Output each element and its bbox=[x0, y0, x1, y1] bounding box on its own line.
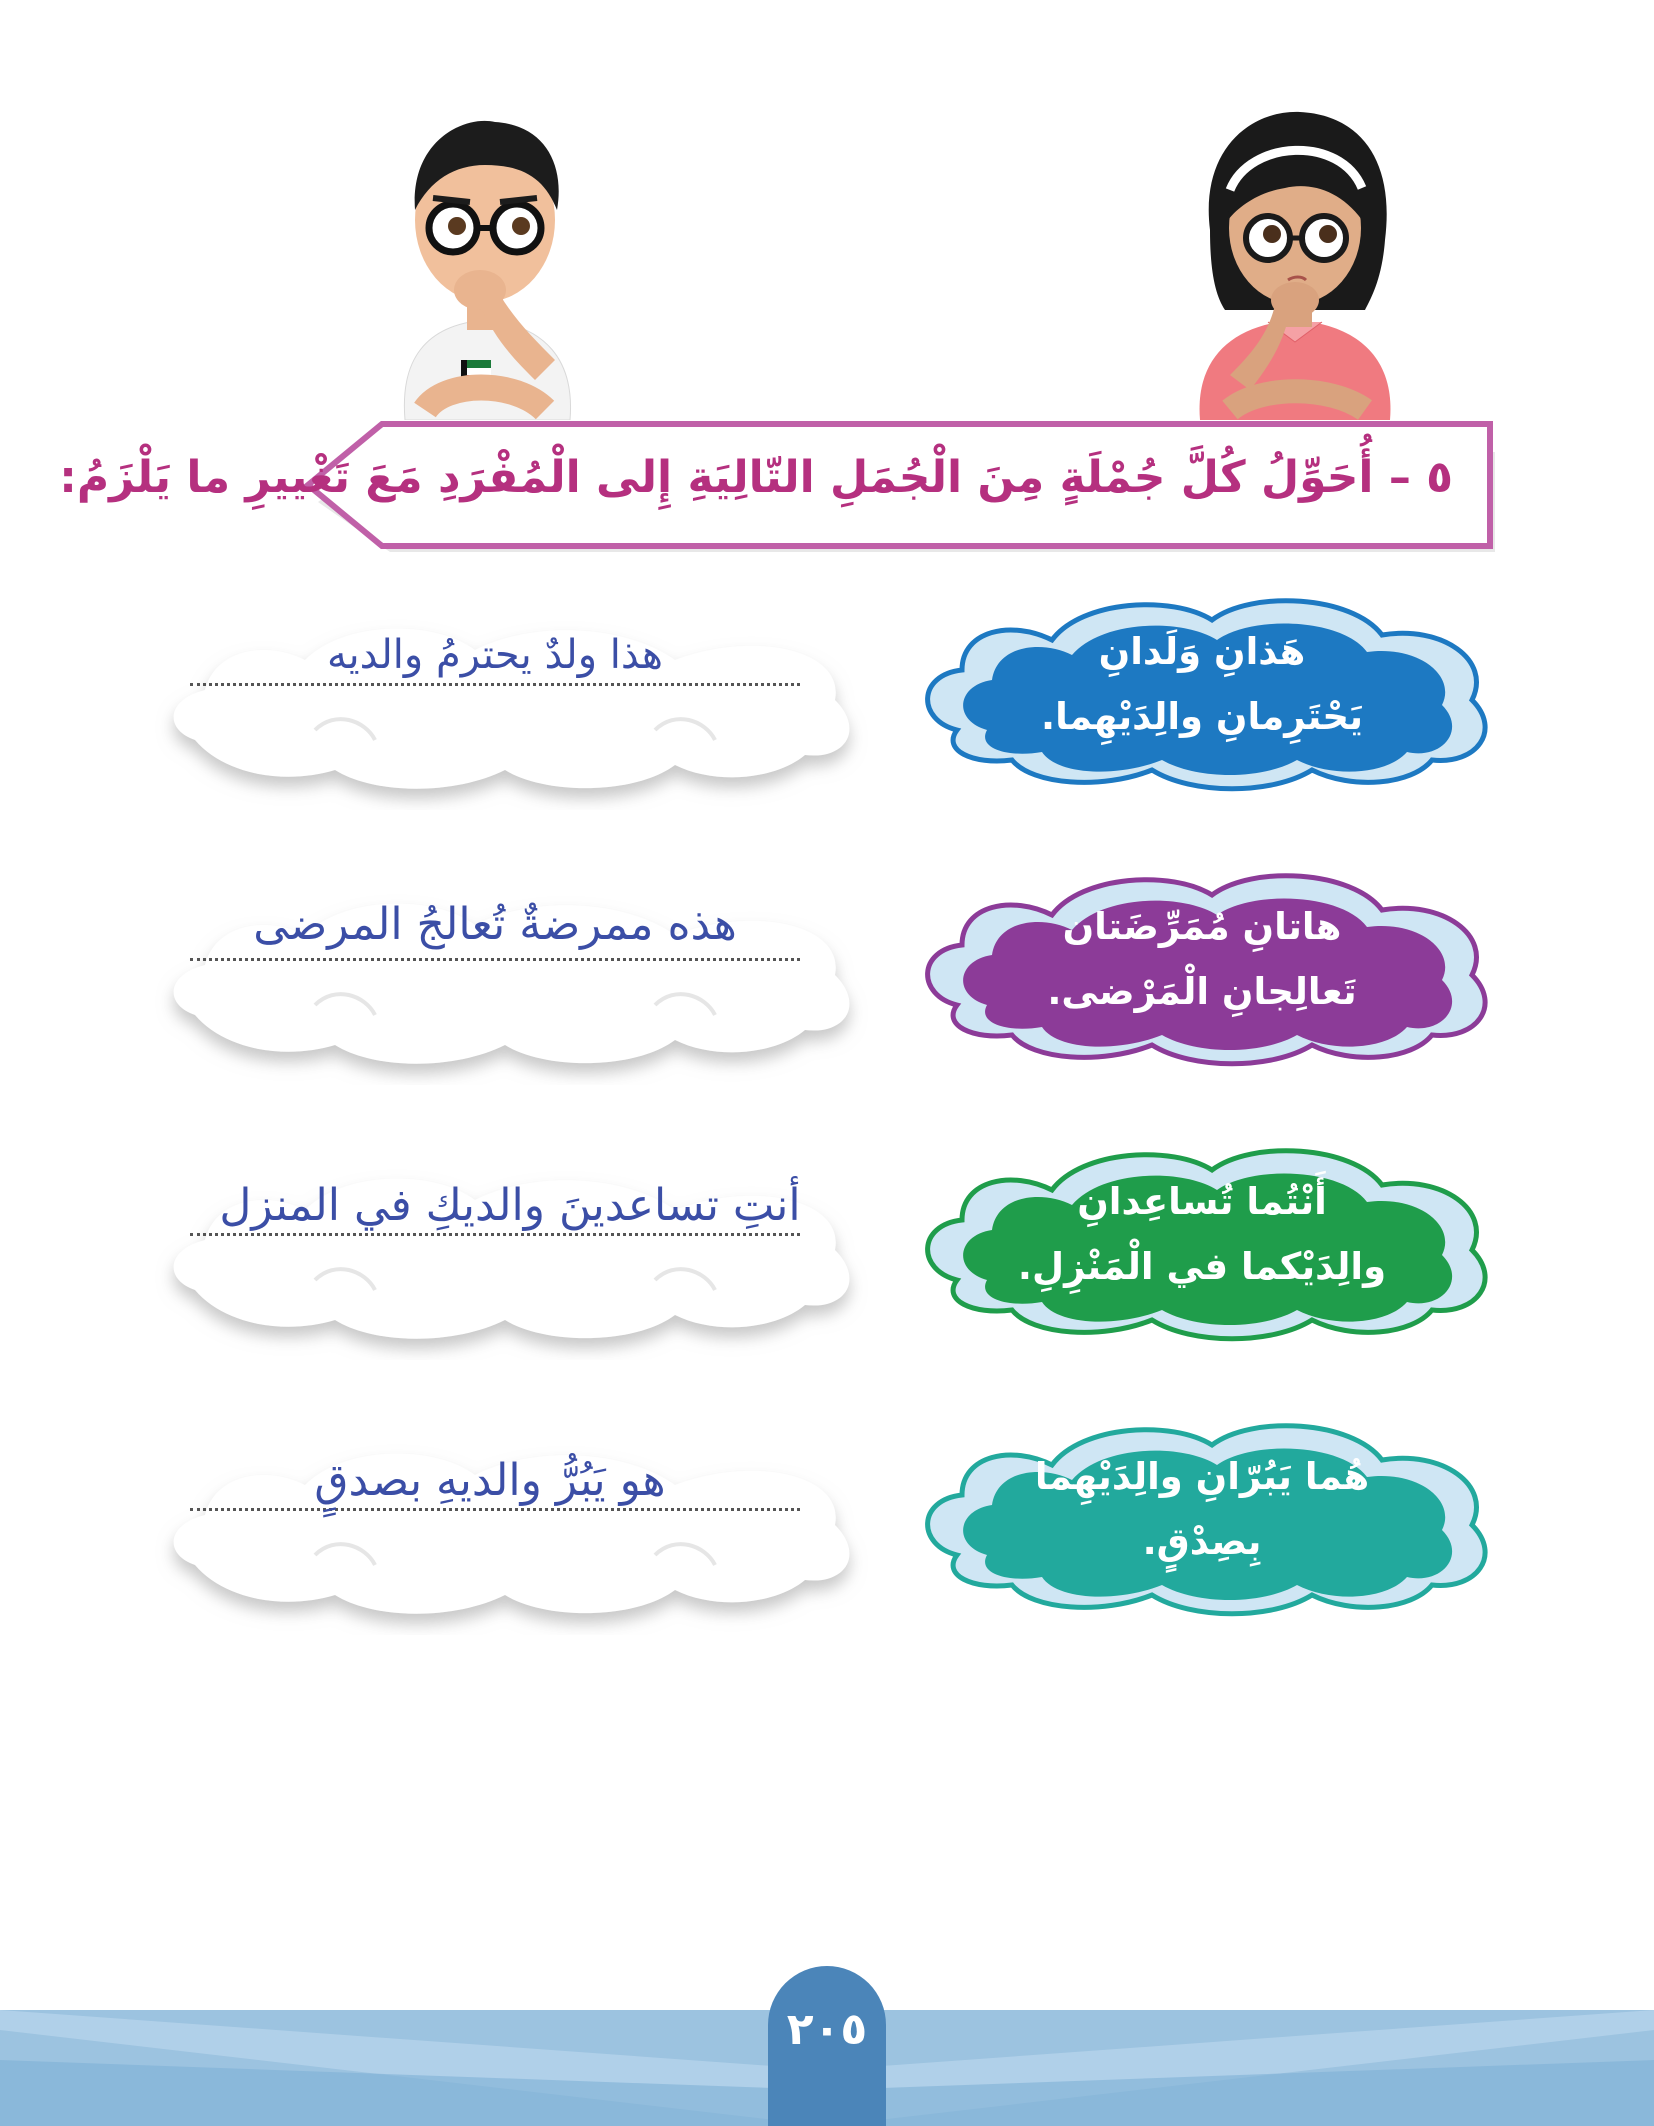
answer-dotted-line bbox=[190, 683, 800, 686]
answer-cloud bbox=[155, 580, 875, 810]
prompt-line-2: بِصِدْقٍ. bbox=[1142, 1519, 1262, 1563]
exercise-item bbox=[0, 1405, 1654, 1635]
answer-dotted-line bbox=[190, 1233, 800, 1236]
prompt-text bbox=[982, 1170, 1422, 1300]
answer-text: هذه ممرضةٌ تُعالجُ المرضى bbox=[253, 899, 737, 950]
page-number-tab bbox=[768, 1966, 886, 2126]
answer-cloud bbox=[155, 855, 875, 1085]
prompt-line-1: هَذانِ وَلَدانِ bbox=[1098, 630, 1306, 673]
prompt-line-2: والِدَيْكما في الْمَنْزِلِ. bbox=[1017, 1244, 1387, 1288]
answer-text: هو يَبُرُّ والديهِ بصدقٍ bbox=[314, 1455, 666, 1506]
boy-thinking-illustration bbox=[385, 110, 585, 420]
answer-dotted-line bbox=[190, 1508, 800, 1511]
instruction-banner-container bbox=[59, 418, 1495, 553]
exercise-instruction: ٥ – أُحَوِّلُ كُلَّ جُمْلَةٍ مِنَ الْجُمَلِ التّالِيَةِ إِلى الْمُفْرَدِ مَعَ تَغْييرِ ما يَلْزَمُ: bbox=[59, 452, 1453, 503]
exercise-item bbox=[0, 855, 1654, 1085]
answer-cloud bbox=[155, 1405, 875, 1635]
answer-text: هذا ولدٌ يحترمُ والديه bbox=[327, 632, 663, 678]
prompt-line-2: يَحْتَرِمانِ والِدَيْهِما. bbox=[1041, 694, 1363, 738]
prompt-line-2: تَعالِجانِ الْمَرْضى. bbox=[1047, 969, 1357, 1013]
prompt-line-1: أَنْتُما تُساعِدانِ bbox=[1077, 1180, 1327, 1223]
prompt-line-1: هاتانِ مُمَرِّضَتان bbox=[1062, 905, 1342, 948]
prompt-text bbox=[982, 620, 1422, 750]
page-number: ٢٠٥ bbox=[786, 2004, 868, 2055]
answer-dotted-line bbox=[190, 958, 800, 961]
exercise-item bbox=[0, 580, 1654, 810]
prompt-text bbox=[982, 1445, 1422, 1575]
exercise-item bbox=[0, 1130, 1654, 1360]
girl-thinking-illustration bbox=[1190, 110, 1400, 420]
answer-cloud bbox=[155, 1130, 875, 1360]
answer-text: أنتِ تساعدينَ والديكِ في المنزل bbox=[219, 1180, 801, 1231]
prompt-line-1: هُما يَبُرّانِ والِدَيْهِما bbox=[1034, 1455, 1370, 1498]
prompt-text bbox=[982, 895, 1422, 1025]
